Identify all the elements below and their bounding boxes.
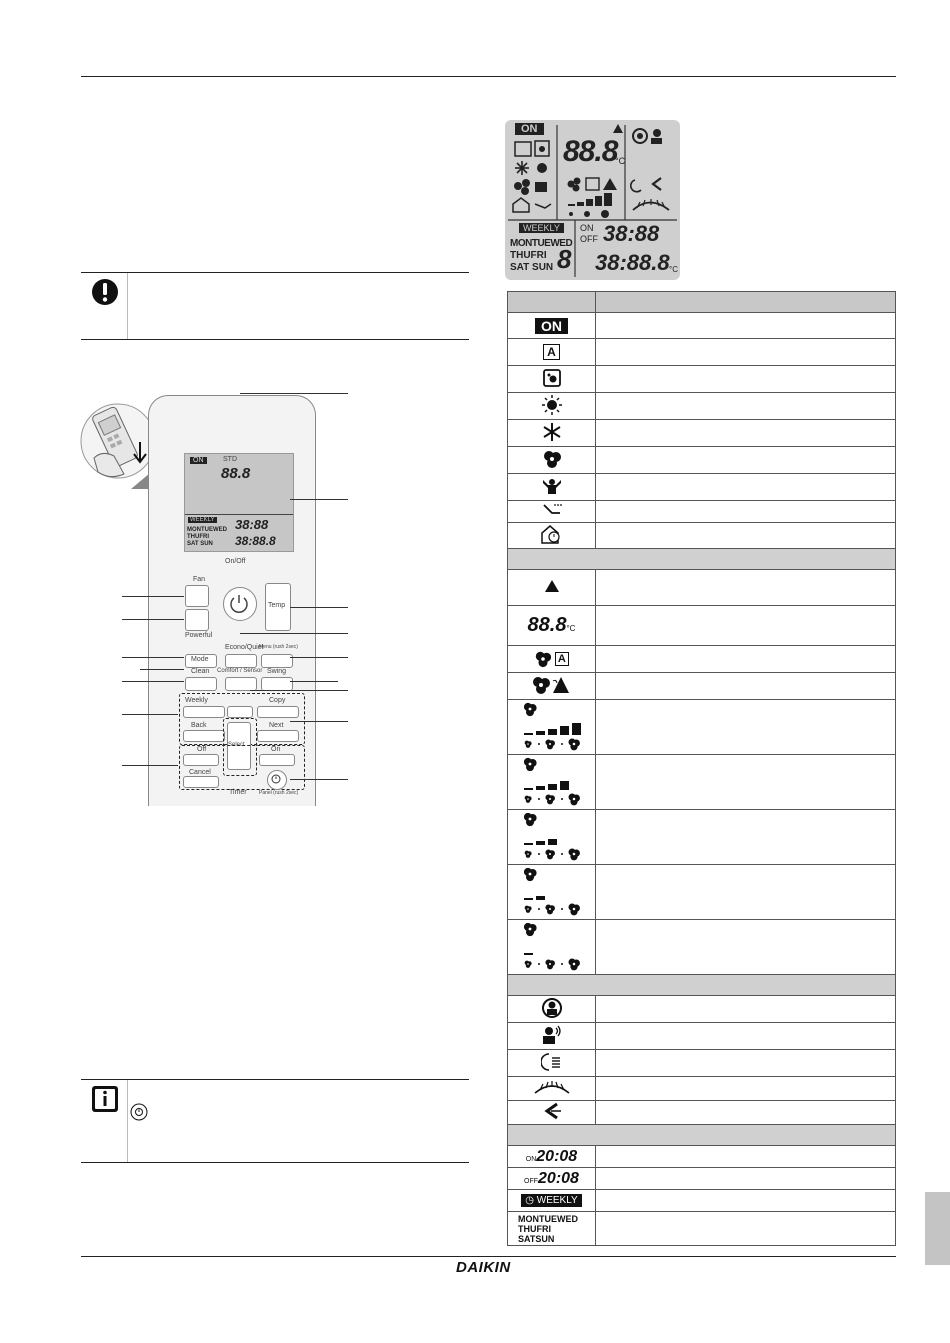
lcd-temp-unit: °C [615,156,626,166]
lcd-timer-on-label: ON [580,223,594,233]
next-label: Next [269,722,284,729]
table-row [508,1050,896,1077]
chapter-tab [925,1192,950,1265]
lcd-weekly-badge: WEEKLY [519,223,564,233]
comfort-button[interactable] [225,677,257,691]
timer-clock-icon [130,1103,148,1121]
back-button[interactable] [183,730,225,742]
fan-speed-2-icon [520,866,584,916]
callout-line [240,633,348,634]
weekly-icon: ◷ WEEKLY [521,1194,581,1207]
table-section-row [508,975,896,996]
menu-button[interactable] [261,654,293,668]
back-label: Back [191,722,207,729]
on-timer-icon: 20:08 [536,1147,578,1165]
callout-line [122,765,178,766]
fan-speed-bar [524,953,533,955]
table-row [508,920,896,975]
horizontal-swing-icon [532,1077,572,1097]
table-header [508,292,896,313]
heat-mode-icon [542,395,562,415]
callout-line [290,721,348,722]
comfort-label: Comfort / Sensor [217,668,263,674]
callout-line [140,669,184,670]
temp-display-icon: 88.8 [527,614,567,636]
remote-lcd-off-value: 38:88 [235,517,269,532]
table-row [508,339,896,366]
copy-label: Copy [269,697,286,704]
callout-line [122,714,178,715]
panel-label: Panel (rush 2sec) [259,790,299,796]
remote-controller [148,395,316,806]
remote-lcd-divider [185,514,293,515]
cool-mode-icon [542,422,562,442]
remote-lcd-on: ON [190,457,207,464]
callout-line [290,607,348,608]
dry-mode-icon [542,368,562,388]
fan-speed-bar [536,731,545,735]
off-label: Off [197,746,207,753]
clock-icon [267,770,285,788]
off-timer-button[interactable] [183,754,219,766]
fan-speed-bar [572,723,581,735]
table-row [508,646,896,673]
lcd-days-2: THUFRI [510,250,547,261]
table-row [508,313,896,339]
table-row [508,996,896,1023]
table-row [508,447,896,474]
fan-speed-4-icon [520,756,584,806]
fan-speed-5-icon [520,701,584,751]
brand-logo: DAIKIN [456,1259,511,1276]
table-row [508,1146,896,1168]
swing-button[interactable] [261,677,293,691]
lcd-timer-on-value: 38:88.8 [595,250,670,275]
info-icon [91,1085,119,1113]
cancel-button[interactable] [183,776,219,788]
timer-label: Timer [229,789,247,796]
fan-speed-bar [536,841,545,845]
menu-label: Menu (rush 2sec) [259,644,298,650]
table-row [508,474,896,501]
powerful-icon [542,477,562,495]
fan-label: Fan [193,576,206,583]
fan-speed-bar [560,726,569,735]
table-row [508,1168,896,1190]
lcd-day-digit: 8 [557,244,572,274]
lcd-days-1: MONTUEWED [510,238,573,249]
fan-speed-bar [548,729,557,735]
note-divider [127,273,128,339]
temp-label: Temp [268,602,286,609]
econo-button[interactable] [225,654,257,668]
lcd-days-3: SAT SUN [510,262,554,273]
fan-speed-bar [524,733,533,735]
powerful-button[interactable] [185,609,209,631]
caution-note [81,272,469,340]
callout-line [122,619,184,620]
remote-lcd-days2: THUFRI [187,534,209,540]
select-label: Select [228,742,245,748]
copy-button[interactable] [257,706,299,718]
fan-button[interactable] [185,585,209,607]
table-row [508,523,896,549]
off-timer-icon: 20:08 [538,1169,579,1187]
sensor-icon [541,1024,563,1046]
on-timer-prefix: ON [525,1155,537,1163]
fan-speed-bar [548,839,557,845]
next-button[interactable] [257,730,299,742]
fan-mode-icon [542,449,562,469]
table-row [508,673,896,700]
table-row [508,606,896,646]
econo-icon [542,503,562,517]
clean-label: Clean [191,668,210,675]
fan-speed-1-icon [520,921,584,971]
fan-auto-icon: A [555,652,569,666]
fan-speed-3-icon [520,811,584,861]
remote-lcd-days3: SAT SUN [187,541,213,547]
table-row [508,865,896,920]
remote-lcd-temp: 88.8 [221,465,251,482]
callout-line [250,690,348,691]
days-line-1: MONTUEWED [518,1213,578,1224]
comfort-icon [541,997,563,1019]
lcd-display [505,120,680,280]
table-row [508,393,896,420]
weekly-button[interactable] [183,706,225,718]
clean-button[interactable] [185,677,217,691]
fan-speed-bar [536,896,545,900]
callout-line [240,393,348,394]
fan-speed-bar [560,781,569,790]
table-row [508,810,896,865]
table-section-row [508,1125,896,1146]
program-button[interactable] [227,706,253,718]
table-row [508,420,896,447]
table-row [508,501,896,523]
header-rule [81,76,896,77]
fan-quiet-icon [531,675,573,695]
callout-line [290,779,348,780]
callout-line [122,681,184,682]
swing-label: Swing [267,668,287,675]
on-label: On [271,746,281,753]
on-timer-button[interactable] [259,754,295,766]
lcd-timer-off-label: OFF [580,234,598,244]
fan-auto-fan-glyph [534,650,552,668]
table-row [508,366,896,393]
fan-speed-bar [524,788,533,790]
info-note [81,1079,469,1163]
table-section-row [508,549,896,570]
fan-speed-bar [524,843,533,845]
lcd-on-badge: ON [515,123,544,135]
remote-lcd [184,453,294,552]
lcd-temp: 88.8 [563,135,618,168]
on-off-button[interactable] [223,587,257,621]
callout-line [122,657,184,658]
vertical-swing-icon [541,1051,563,1073]
temp-display-unit: °C [566,624,576,633]
table-row [508,1101,896,1125]
clean-icon [541,1102,563,1120]
auto-mode-icon: A [543,344,560,360]
table-row [508,1023,896,1050]
days-line-2: THUFRI [518,1223,551,1234]
callout-line [122,596,184,597]
table-row [508,700,896,755]
powerful-label: Powerful [185,632,213,639]
callout-line [290,681,338,682]
table-row [508,570,896,606]
off-timer-prefix: OFF [524,1177,539,1185]
days-line-3: SATSUN [518,1233,555,1244]
home-leave-icon [540,524,564,544]
fan-speed-bar [536,786,545,790]
table-row [508,1212,896,1246]
weekly-text: WEEKLY [536,1195,578,1206]
weekly-label: Weekly [185,697,208,704]
callout-line [290,499,348,500]
remote-lcd-on-value: 38:88.8 [235,534,276,548]
remote-lcd-days1: MONTUEWED [187,527,227,533]
footer-rule [81,1256,896,1257]
warning-icon [91,278,119,306]
power-icon [223,587,255,619]
mode-label: Mode [191,656,209,663]
table-row [508,755,896,810]
fan-speed-bar [524,898,533,900]
on-off-label: On/Off [225,558,246,565]
note-divider [127,1080,128,1162]
triangle-icon [545,580,559,592]
table-row [508,1077,896,1101]
cancel-label: Cancel [189,769,211,776]
lcd-timer-off-value: 38:88 [603,221,660,246]
panel-button[interactable] [267,770,287,790]
remote-lcd-std: STD [223,456,237,463]
lcd-timer-unit: °C [669,265,678,274]
remote-lcd-weekly: WEEKLY [190,517,215,523]
callout-line [290,657,348,658]
fan-speed-bar [548,784,557,790]
table-row [508,1190,896,1212]
econo-label: Econo/Quiet [225,644,264,651]
lcd-symbol-table [507,291,896,1246]
on-badge-icon: ON [535,318,568,334]
